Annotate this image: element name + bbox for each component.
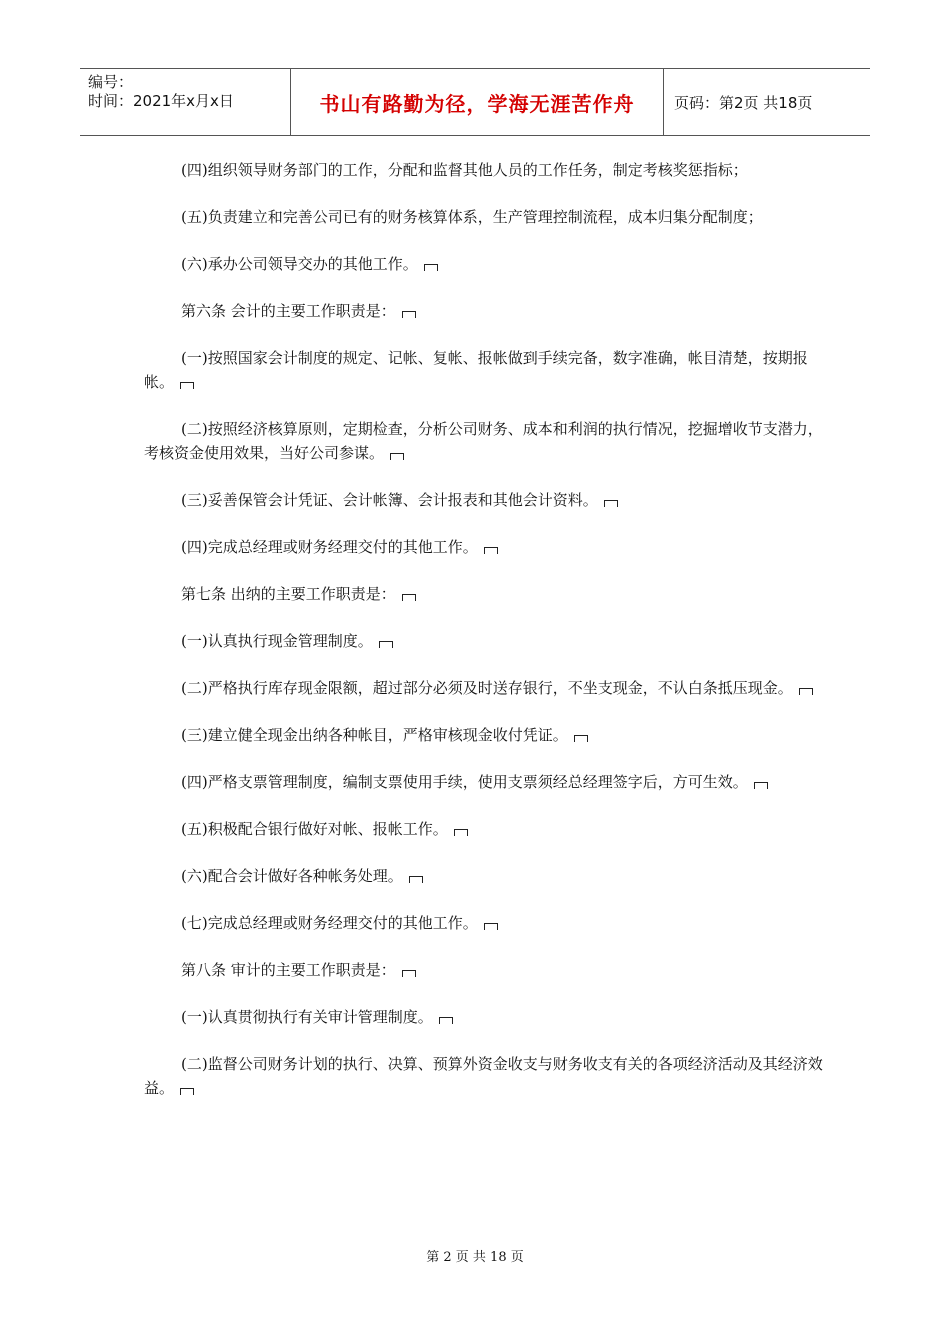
paragraph-text: (二)按照经济核算原则，定期检查，分析公司财务、成本和利润的执行情况，挖掘增收节支潜力，考核资金使用效果，当好公司参谋。 [144, 420, 823, 462]
paragraph-text: 第七条 出纳的主要工作职责是： [181, 585, 396, 603]
paragraph [144, 629, 824, 653]
paragraph-text: (五)负责建立和完善公司已有的财务核算体系，生产管理控制流程，成本归集分配制度； [181, 208, 763, 226]
paragraph-mark-icon [180, 382, 194, 389]
paragraph-mark-icon [402, 970, 416, 977]
paragraph [144, 252, 824, 276]
paragraph-mark-icon [409, 876, 423, 883]
paragraph-text: (四)严格支票管理制度，编制支票使用手续，使用支票须经总经理签字后，方可生效。 [181, 773, 748, 791]
paragraph [144, 488, 824, 512]
paragraph [144, 864, 824, 888]
paragraph-text: (五)积极配合银行做好对帐、报帐工作。 [181, 820, 448, 838]
paragraph [144, 205, 824, 229]
paragraph-text: 第八条 审计的主要工作职责是： [181, 961, 396, 979]
paragraph-text: (一)认真贯彻执行有关审计管理制度。 [181, 1008, 433, 1026]
page-header [80, 68, 870, 136]
paragraph [144, 158, 824, 182]
paragraph-mark-icon [402, 311, 416, 318]
page-footer: 第 2 页 共 18 页 [426, 1250, 524, 1265]
header-meta [80, 69, 291, 135]
paragraph-text: (二)监督公司财务计划的执行、决算、预算外资金收支与财务收支有关的各项经济活动及其经济效益。 [144, 1055, 823, 1097]
header-motto: 书山有路勤为径，学海无涯苦作舟 [291, 69, 664, 135]
document-time-label: 时间：2021年x月x日 [88, 92, 234, 110]
paragraph [144, 1005, 824, 1029]
paragraph [144, 723, 824, 747]
paragraph [144, 1052, 824, 1100]
paragraph [144, 417, 824, 465]
paragraph-mark-icon [180, 1088, 194, 1095]
paragraph-text: (六)承办公司领导交办的其他工作。 [181, 255, 418, 273]
paragraph [144, 535, 824, 559]
paragraph-mark-icon [390, 453, 404, 460]
paragraph [144, 299, 824, 323]
paragraph-text: (七)完成总经理或财务经理交付的其他工作。 [181, 914, 478, 932]
header-page-info: 页码：第2页 共18页 [674, 93, 813, 112]
paragraph-mark-icon [754, 782, 768, 789]
paragraph-text: (四)完成总经理或财务经理交付的其他工作。 [181, 538, 478, 556]
paragraph-text: (三)建立健全现金出纳各种帐目，严格审核现金收付凭证。 [181, 726, 568, 744]
paragraph-mark-icon [402, 594, 416, 601]
paragraph-text: (一)按照国家会计制度的规定、记帐、复帐、报帐做到手续完备，数字准确，帐目清楚，按期报帐。 [144, 349, 808, 391]
paragraph-mark-icon [604, 500, 618, 507]
paragraph-mark-icon [379, 641, 393, 648]
paragraph [144, 770, 824, 794]
paragraph-text: (六)配合会计做好各种帐务处理。 [181, 867, 403, 885]
paragraph [144, 817, 824, 841]
paragraph-text: 第六条 会计的主要工作职责是： [181, 302, 396, 320]
paragraph-mark-icon [439, 1017, 453, 1024]
paragraph-mark-icon [484, 923, 498, 930]
paragraph-text: (三)妥善保管会计凭证、会计帐簿、会计报表和其他会计资料。 [181, 491, 598, 509]
paragraph-text: (一)认真执行现金管理制度。 [181, 632, 373, 650]
paragraph-text: (二)严格执行库存现金限额，超过部分必须及时送存银行，不坐支现金，不认白条抵压现金。 [181, 679, 793, 697]
paragraph [144, 346, 824, 394]
paragraph-mark-icon [484, 547, 498, 554]
paragraph-mark-icon [454, 829, 468, 836]
paragraph-mark-icon [424, 264, 438, 271]
paragraph [144, 676, 824, 700]
paragraph-text: (四)组织领导财务部门的工作，分配和监督其他人员的工作任务，制定考核奖惩指标； [181, 161, 748, 179]
paragraph-mark-icon [799, 688, 813, 695]
paragraph [144, 911, 824, 935]
paragraph [144, 958, 824, 982]
document-body [144, 158, 824, 1123]
document-number-label: 编号： [88, 73, 134, 91]
paragraph [144, 582, 824, 606]
paragraph-mark-icon [574, 735, 588, 742]
